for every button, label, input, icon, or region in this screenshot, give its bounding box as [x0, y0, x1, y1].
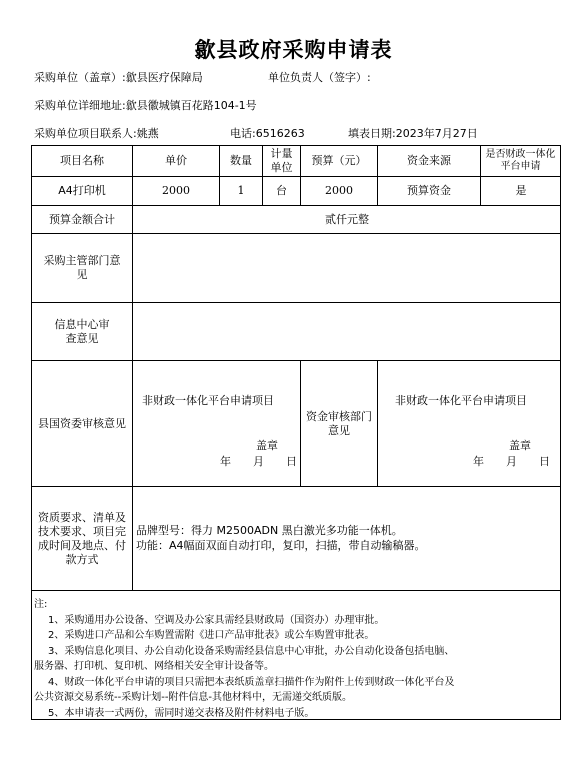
contact-label: 采购单位项目联系人: — [34, 127, 137, 140]
notes-section — [34, 597, 558, 721]
item-quantity: 1 — [237, 184, 245, 197]
purchasing-unit-value: 歙县医疗保障局 — [125, 71, 203, 84]
dept-opinion-label: 采购主管部门意见 — [43, 254, 121, 281]
notes-title: 注: — [34, 599, 48, 610]
item-fund-source: 预算资金 — [407, 184, 451, 197]
col-header-fund-source: 资金来源 — [407, 154, 451, 167]
date-label: 填表日期: — [348, 127, 396, 140]
row-divider — [31, 590, 561, 591]
requirements-brand: 品牌型号：得力 M2500ADN 黑白激光多功能一体机。 — [136, 524, 403, 537]
purchasing-unit-label: 采购单位（盖章）: — [34, 71, 126, 84]
contact-line — [34, 125, 159, 141]
col-divider — [377, 360, 378, 487]
sasac-opinion-label: 县国资委审核意见 — [38, 416, 126, 430]
phone-line — [230, 125, 305, 141]
col-header-item-name: 项目名称 — [60, 154, 104, 167]
note-item: 2、采购进口产品和公车购置需附《进口产品审批表》或公车购置审批表。 — [48, 630, 375, 641]
col-header-unit: 计量单位 — [270, 147, 293, 174]
note-item: 3、采购信息化项目、办公自动化设备采购需经县信息中心审批，办公自动化设备包括电脑、 — [48, 645, 455, 657]
address-line — [34, 97, 257, 113]
budget-total-value: 贰仟元整 — [325, 212, 369, 226]
col-header-budget: 预算（元） — [311, 154, 367, 167]
address-label: 采购单位详细地址: — [34, 99, 126, 112]
requirements-function: 功能：A4幅面双面自动打印，复印，扫描，带自动输稿器。 — [136, 539, 426, 552]
seal-text-right: 盖章 — [509, 439, 531, 452]
note-item: 公共资源交易系统--采购计划--附件信息-其他材料中，无需递交纸质版。 — [34, 692, 353, 703]
col-header-quantity: 数量 — [230, 154, 252, 167]
non-platform-text-right: 非财政一体化平台申请项目 — [395, 394, 527, 407]
phone-value: 6516263 — [255, 127, 305, 140]
item-unit: 台 — [276, 184, 287, 197]
non-platform-text-left: 非财政一体化平台申请项目 — [142, 394, 274, 407]
date-value: 2023年7月27日 — [395, 127, 478, 140]
info-center-label: 信息中心审查意见 — [54, 317, 110, 345]
col-header-unit-price: 单价 — [165, 154, 187, 167]
item-platform: 是 — [515, 184, 527, 197]
note-item: 5、本申请表一式两份，需同时递交表格及附件材料电子版。 — [48, 707, 315, 719]
unit-leader-label: 单位负责人（签字）: — [268, 71, 371, 84]
form-title: 歙县政府采购申请表 — [194, 37, 393, 62]
address-value: 歙县徽城镇百花路104-1号 — [125, 99, 257, 112]
note-item: 4、财政一体化平台申请的项目只需把本表纸质盖章扫描件作为附件上传到财政一体化平台及 — [48, 676, 455, 688]
seal-text-left: 盖章 — [256, 439, 278, 452]
phone-label: 电话: — [230, 127, 256, 140]
requirements-label: 资质要求、清单及技术要求、项目完成时间及地点、付款方式 — [38, 510, 126, 566]
note-item: 服务器、打印机、复印机、网络相关安全审计设备等。 — [34, 661, 274, 672]
date-placeholder-right: 年 月 日 — [473, 455, 550, 468]
item-unit-price: 2000 — [162, 184, 190, 197]
date-placeholder-left: 年 月 日 — [220, 455, 297, 468]
item-name: A4打印机 — [58, 184, 106, 197]
col-header-platform: 是否财政一体化平台申请 — [485, 149, 556, 172]
contact-value: 姚燕 — [136, 127, 159, 140]
purchasing-unit-line — [34, 69, 203, 85]
note-item: 1、采购通用办公设备、空调及办公家具需经县财政局（国资办）办理审批。 — [48, 614, 385, 626]
date-line — [348, 125, 478, 141]
item-budget: 2000 — [325, 184, 353, 197]
fund-review-label: 资金审核部门意见 — [306, 409, 372, 437]
col-divider — [300, 360, 301, 487]
budget-total-label: 预算金额合计 — [49, 212, 115, 226]
